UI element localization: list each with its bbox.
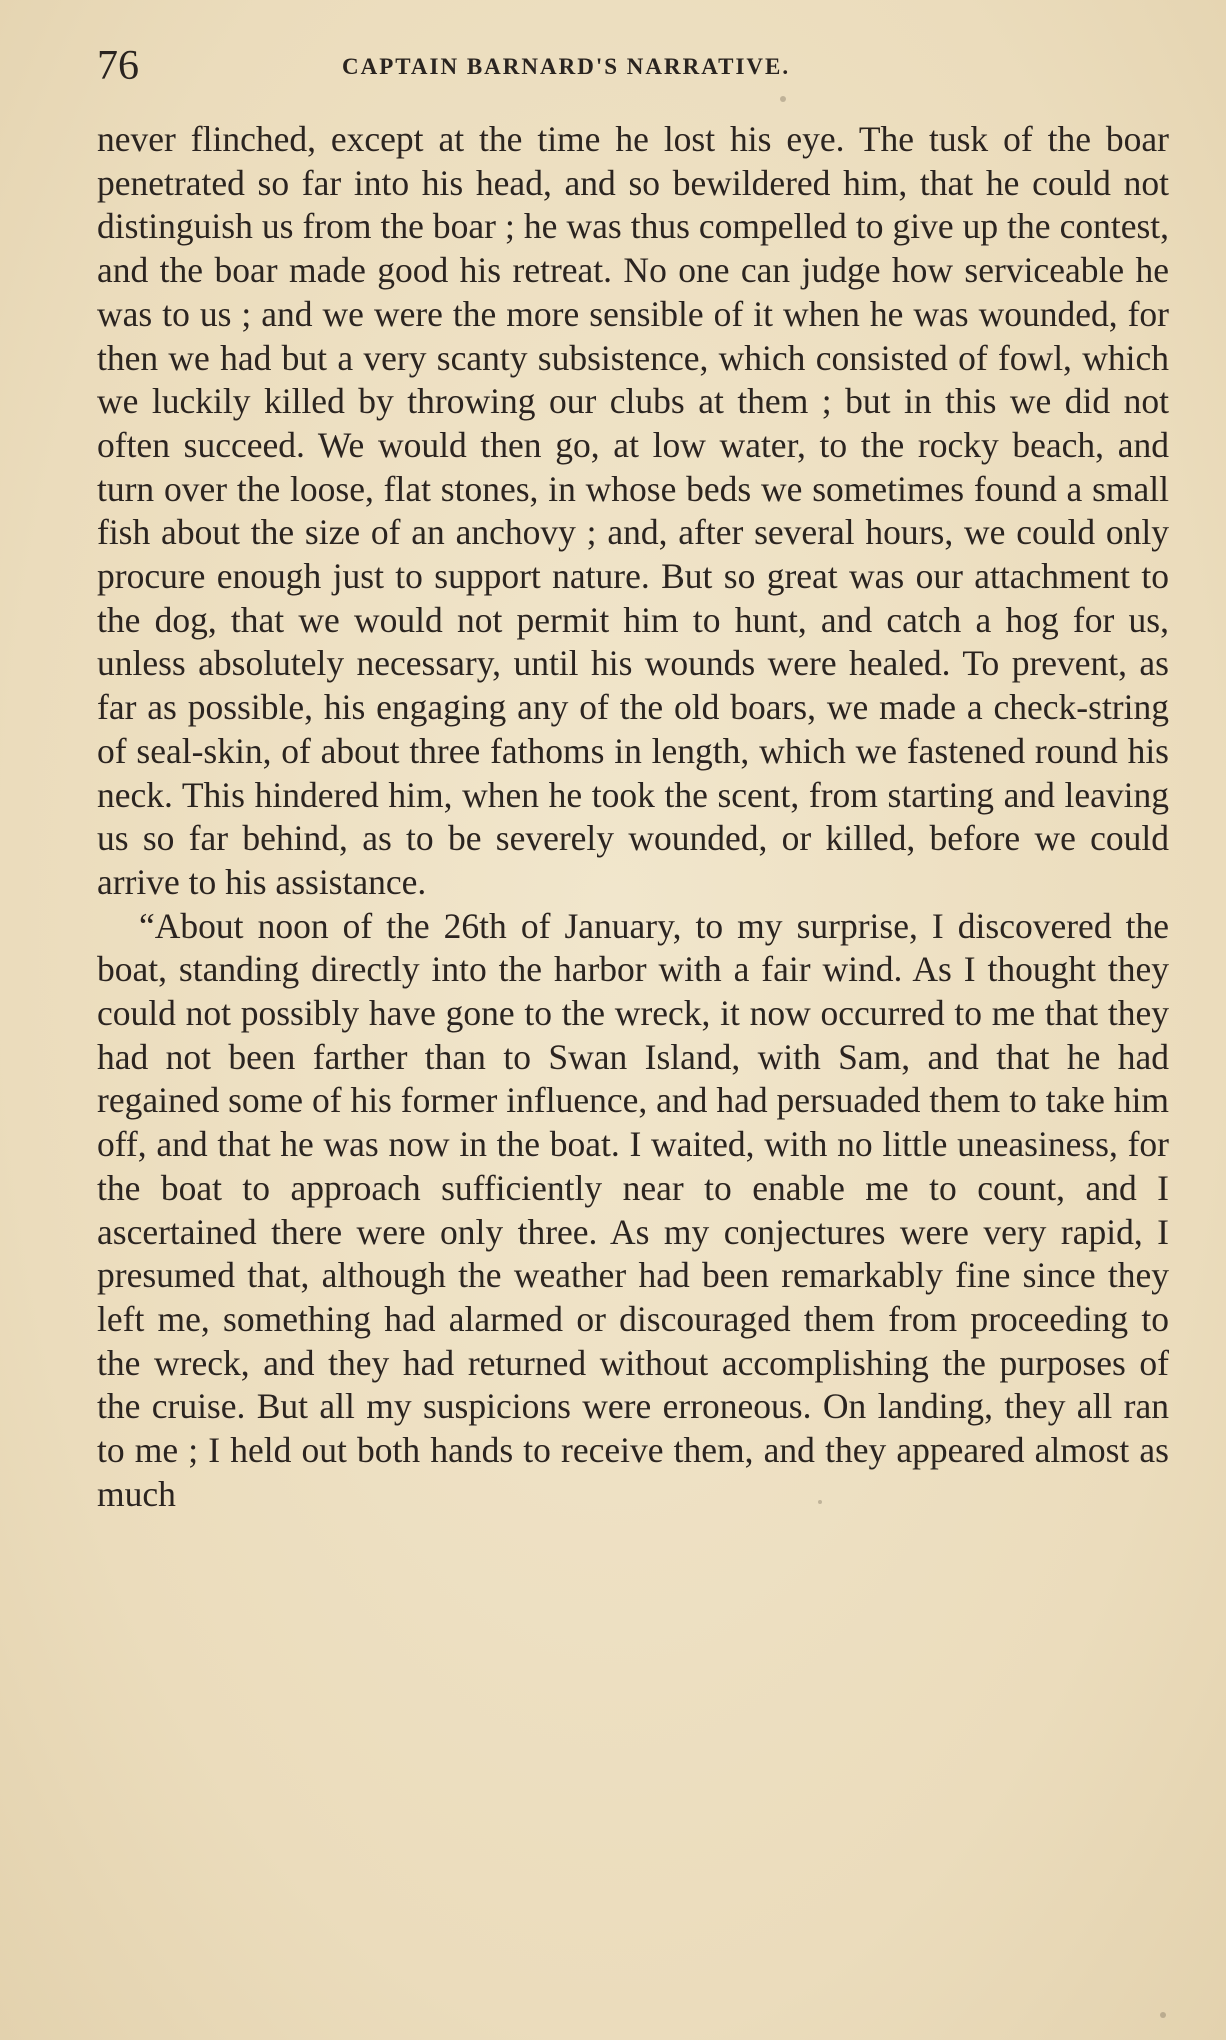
paper-speck [1160, 2012, 1166, 2018]
page-header [97, 40, 1177, 92]
page-number: 76 [97, 43, 139, 89]
body-text [97, 118, 1169, 1517]
paragraph-2: “About noon of the 26th of January, to my surprise, I discovered the boat, standing directly into the harbor with a fair wind. As I thought they could not possibly have gone to the wreck, it now occurred to me that they had not been farther than to Swan Island, with Sam, and that he had regained some of his former influence, and had persuaded them to take him off, and that he was now in the boat. I waited, with no little uneasiness, for the boat to approach sufficiently near to enable me to count, and I ascertained there were only three. As my conjectures were very rapid, I presumed that, although the weather had been remarkably fine since they left me, something had alarmed or discouraged them from proceeding to the wreck, and they had returned without accomplishing the purposes of the cruise. But all my suspicions were erroneous. On landing, they all ran to me ; I held out both hands to receive them, and they appeared almost as much [97, 905, 1169, 1514]
running-title: CAPTAIN BARNARD'S NARRATIVE. [342, 54, 791, 79]
paragraph-1: never flinched, except at the time he lost his eye. The tusk of the boar penetrated so far into his head, and so bewildered him, that he could not distinguish us from the boar ; he was thus compelled to give up the contest, and the boar made good his retreat. No one can judge how serviceable he was to us ; and we were the more sensible of it when he was wounded, for then we had but a very scanty subsistence, which consisted of fowl, which we luckily killed by throwing our clubs at them ; but in this we did not often succeed. We would then go, at low water, to the rocky beach, and turn over the loose, flat stones, in whose beds we sometimes found a small fish about the size of an anchovy ; and, after several hours, we could only procure enough just to support nature. But so great was our attachment to the dog, that we would not permit him to hunt, and catch a hog for us, unless absolutely necessary, until his wounds were healed. To prevent, as far as possible, his engaging any of the old boars, we made a check-string of seal-skin, of about three fathoms in length, which we fastened round his neck. This hindered him, when he took the scent, from starting and leaving us so far behind, as to be severely wounded, or killed, before we could arrive to his assistance. [97, 119, 1169, 902]
paper-speck [818, 1500, 822, 1504]
paper-speck [780, 96, 786, 102]
